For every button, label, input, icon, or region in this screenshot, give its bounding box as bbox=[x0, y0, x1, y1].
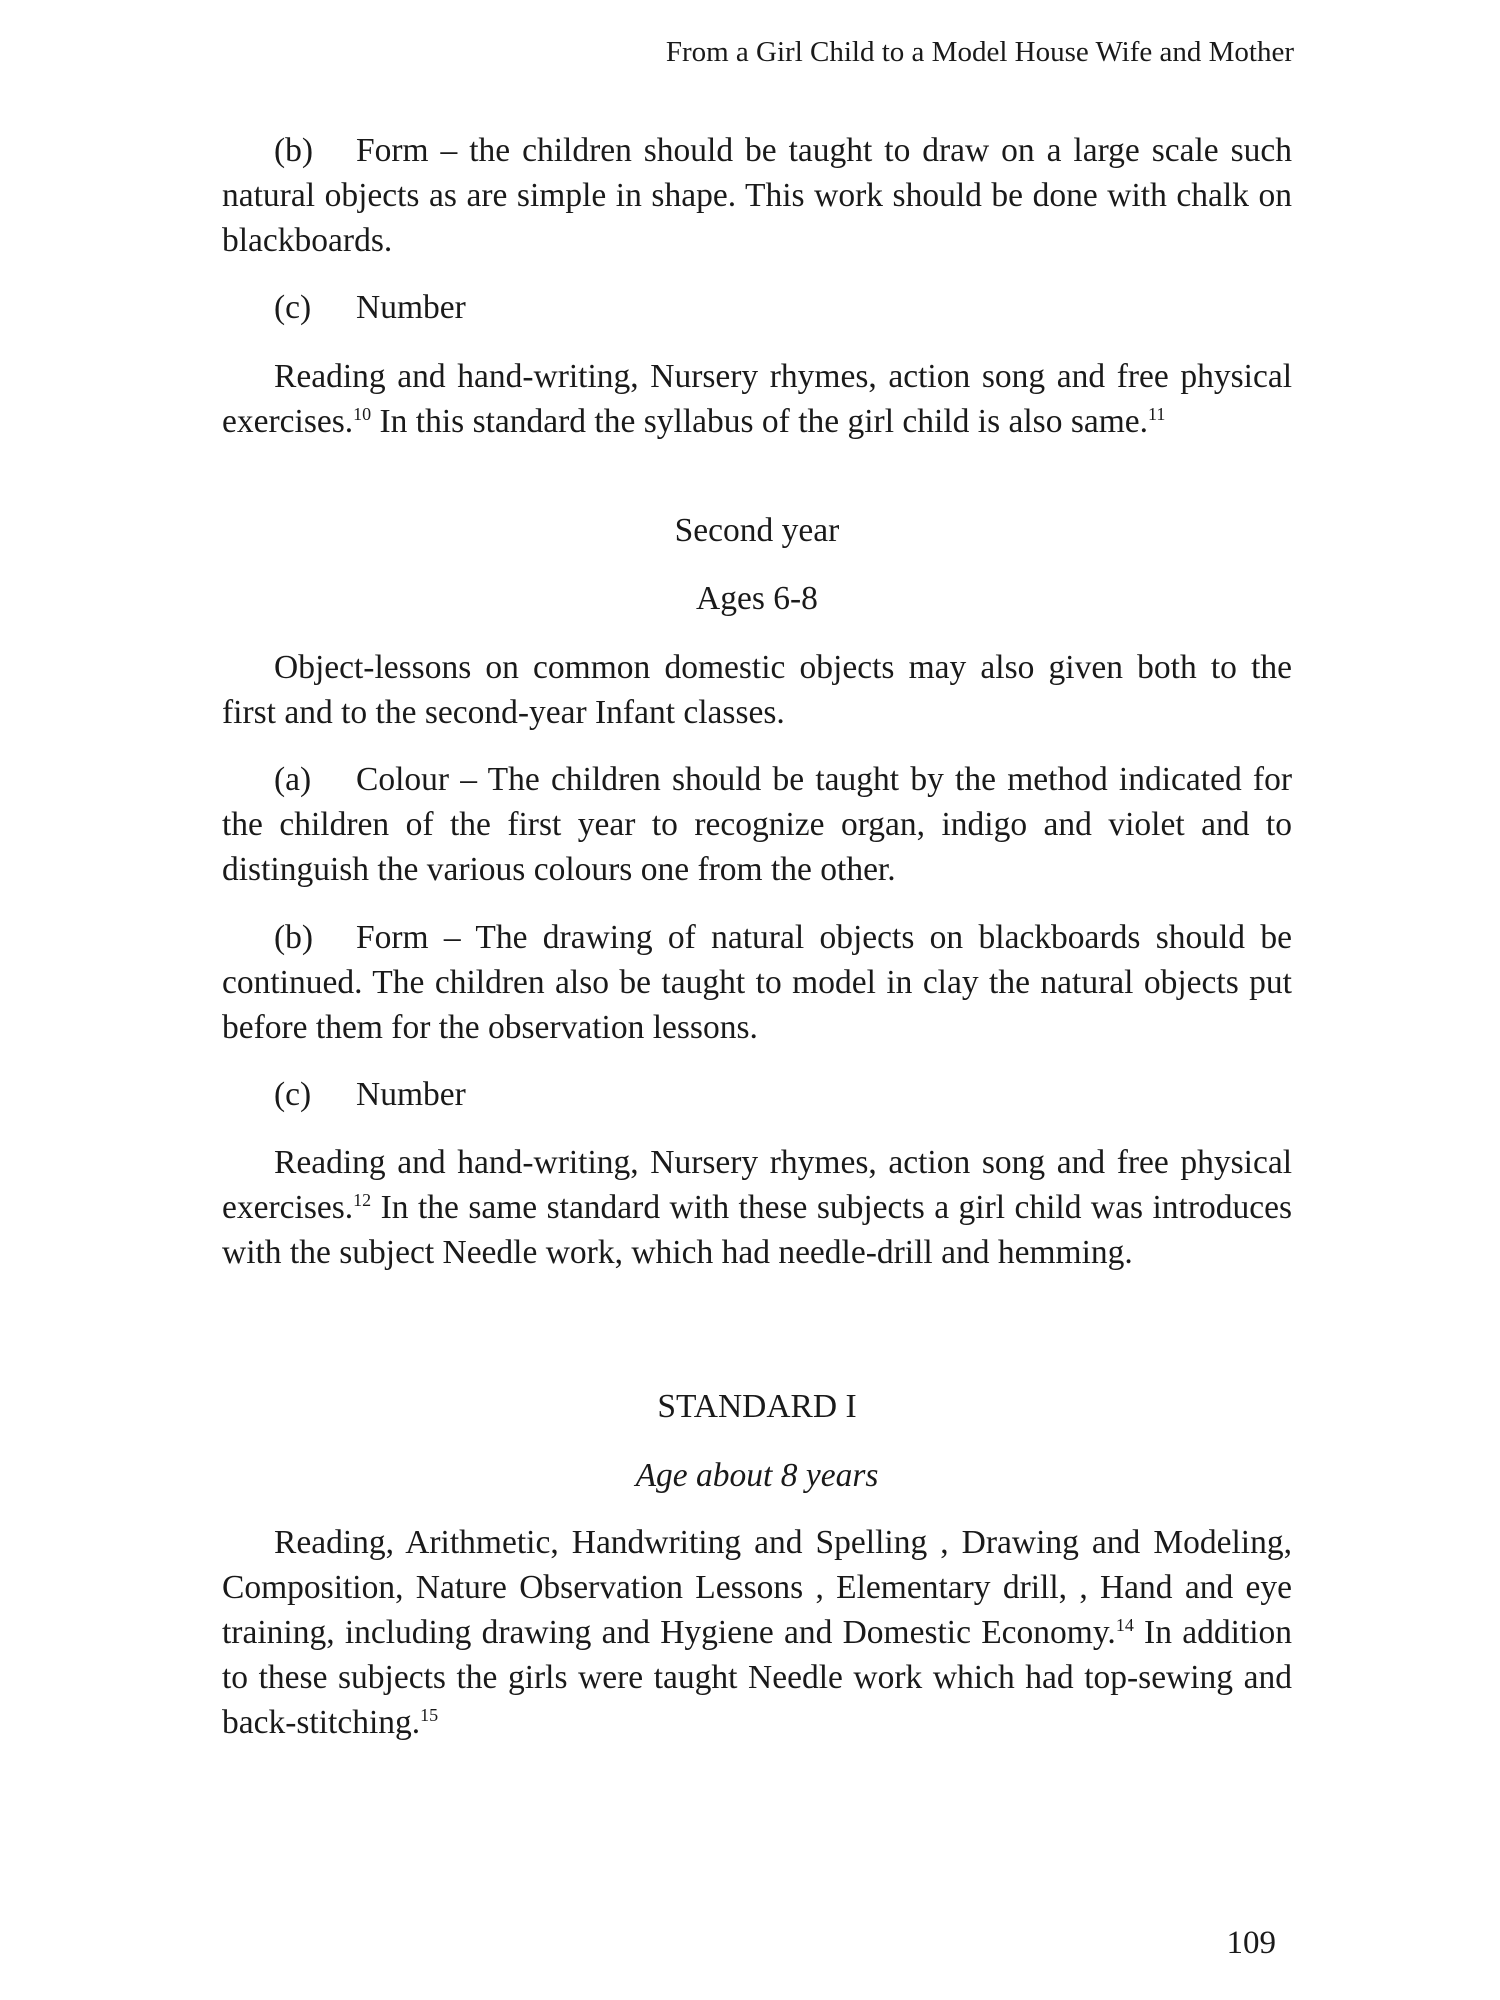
paragraph-text: Reading and hand-writing, Nursery rhymes, action song and free physical exercises. bbox=[222, 1144, 1292, 1226]
item-label: (b) bbox=[274, 919, 314, 956]
footnote-ref: 15 bbox=[420, 1704, 439, 1725]
item-label: (c) bbox=[274, 289, 312, 326]
footnote-ref: 12 bbox=[353, 1189, 372, 1210]
item-label: (c) bbox=[274, 1076, 312, 1113]
paragraph-text: Number bbox=[356, 289, 466, 326]
heading-ages: Ages 6-8 bbox=[696, 580, 818, 617]
paragraph-text: Colour – The children should be taught by the method indicated for the children of the first year to recognize organ, indigo and violet and to distinguish the various colours one from the other. bbox=[222, 761, 1292, 888]
paragraph-standard-subjects bbox=[222, 1520, 1292, 1745]
page-number: 109 bbox=[1226, 1925, 1276, 1961]
footnote-ref: 11 bbox=[1148, 403, 1166, 424]
paragraph-text: Form – The drawing of natural objects on blackboards should be continued. The children also be taught to model in clay the natural objects put before them for the observation lessons. bbox=[222, 919, 1292, 1046]
heading-second-year: Second year bbox=[674, 512, 840, 549]
heading-age-about: Age about 8 years bbox=[635, 1457, 879, 1494]
paragraph-text: In the same standard with these subjects a girl child was introduces with the subject Needle work, which had needle-drill and hemming. bbox=[222, 1189, 1292, 1271]
paragraph-text: Form – the children should be taught to draw on a large scale such natural objects as are simple in shape. This work should be done with chalk on blackboards. bbox=[222, 132, 1292, 259]
footnote-ref: 10 bbox=[353, 403, 372, 424]
item-label: (b) bbox=[274, 132, 314, 169]
paragraph-number-2 bbox=[222, 1072, 1292, 1117]
paragraph-form-2 bbox=[222, 915, 1292, 1050]
item-label: (a) bbox=[274, 761, 312, 798]
heading-standard: STANDARD I bbox=[657, 1388, 857, 1425]
paragraph-object-lessons bbox=[222, 645, 1292, 735]
paragraph-reading-2 bbox=[222, 1140, 1292, 1275]
paragraph-reading bbox=[222, 354, 1292, 444]
footnote-ref: 14 bbox=[1115, 1614, 1134, 1635]
paragraph-text: Reading, Arithmetic, Handwriting and Spelling , Drawing and Modeling, Composition, Nature Observation Lessons , Elementary drill, , Hand and eye training, including drawing and Hygiene and Domestic Economy. bbox=[222, 1524, 1292, 1651]
paragraph-text: Number bbox=[356, 1076, 466, 1113]
paragraph-text: In addition to these subjects the girls were taught Needle work which had top-sewing and back-stitching. bbox=[222, 1614, 1292, 1741]
paragraph-form bbox=[222, 128, 1292, 263]
paragraph-number bbox=[222, 285, 1292, 330]
paragraph-text: Reading and hand-writing, Nursery rhymes, action song and free physical exercises. bbox=[222, 358, 1292, 440]
paragraph-text: Object-lessons on common domestic objects may also given both to the first and to the second-year Infant classes. bbox=[222, 649, 1292, 731]
paragraph-colour bbox=[222, 757, 1292, 892]
running-header: From a Girl Child to a Model House Wife and Mother bbox=[665, 36, 1294, 68]
paragraph-text: In this standard the syllabus of the girl child is also same. bbox=[371, 403, 1149, 440]
